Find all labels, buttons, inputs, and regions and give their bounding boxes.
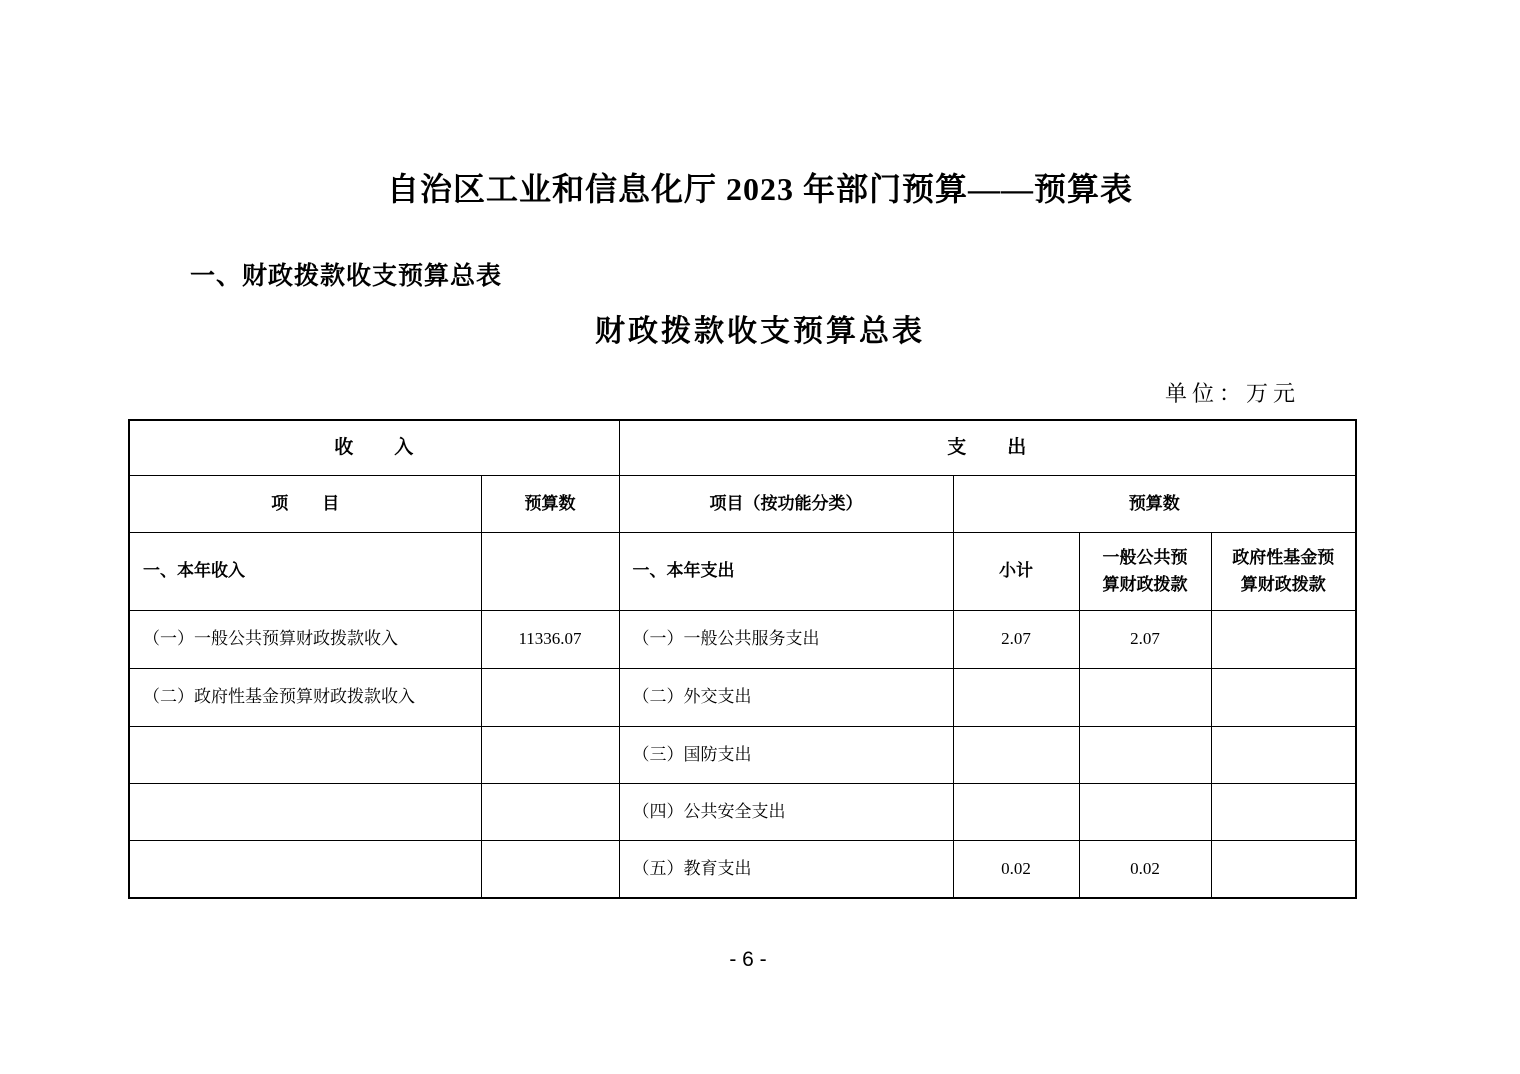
general-budget-cell [1079, 668, 1211, 726]
document-title: 自治区工业和信息化厅 2023 年部门预算——预算表 [386, 171, 1133, 207]
general-budget-cell: 0.02 [1079, 840, 1211, 898]
govfund-budget-cell [1211, 840, 1356, 898]
expense-item-cell: （二）外交支出 [619, 668, 953, 726]
budget-table [128, 419, 1357, 899]
table-row [129, 610, 1356, 668]
expense-total-label: 一、本年支出 [619, 532, 953, 610]
page-number: - 6 - [729, 948, 767, 971]
expense-item-cell: （五）教育支出 [619, 840, 953, 898]
income-budget-cell [481, 783, 619, 840]
income-item-col-header: 项 目 [129, 475, 481, 532]
table-row [129, 726, 1356, 783]
subtotal-cell: 0.02 [953, 840, 1079, 898]
income-item-cell: （二）政府性基金预算财政拨款收入 [129, 668, 481, 726]
general-budget-cell [1079, 726, 1211, 783]
govfund-budget-cell [1211, 668, 1356, 726]
expense-item-cell: （四）公共安全支出 [619, 783, 953, 840]
general-budget-cell [1079, 783, 1211, 840]
table-header-row-columns [129, 475, 1356, 532]
income-item-cell [129, 726, 481, 783]
income-budget-cell: 11336.07 [481, 610, 619, 668]
table-row [129, 840, 1356, 898]
income-item-cell [129, 783, 481, 840]
general-budget-cell: 2.07 [1079, 610, 1211, 668]
expense-budget-col-header: 预算数 [953, 475, 1356, 532]
income-budget-cell [481, 840, 619, 898]
section-heading: 一、财政拨款收支预算总表 [190, 262, 503, 290]
income-total-label: 一、本年收入 [129, 532, 481, 610]
expense-item-cell: （一）一般公共服务支出 [619, 610, 953, 668]
expense-item-cell: （三）国防支出 [619, 726, 953, 783]
table-row [129, 783, 1356, 840]
expense-section-header: 支 出 [619, 420, 1356, 475]
table-title: 财政拨款收支预算总表 [595, 315, 925, 348]
table-header-row-subcolumns [129, 532, 1356, 610]
govfund-budget-cell [1211, 783, 1356, 840]
income-budget-col-header: 预算数 [481, 475, 619, 532]
income-item-cell: （一）一般公共预算财政拨款收入 [129, 610, 481, 668]
govfund-budget-cell [1211, 610, 1356, 668]
subtotal-col-header: 小计 [953, 532, 1079, 610]
table-header-row-sections [129, 420, 1356, 475]
table-row [129, 668, 1356, 726]
income-total-budget-cell [481, 532, 619, 610]
income-item-cell [129, 840, 481, 898]
subtotal-cell [953, 783, 1079, 840]
income-section-header: 收 入 [129, 420, 619, 475]
income-budget-cell [481, 668, 619, 726]
govfund-budget-cell [1211, 726, 1356, 783]
govfund-budget-col-header: 政府性基金预算财政拨款 [1211, 532, 1356, 610]
expense-item-col-header: 项目（按功能分类） [619, 475, 953, 532]
unit-label: 单位：万元 [1164, 381, 1300, 406]
subtotal-cell [953, 726, 1079, 783]
income-budget-cell [481, 726, 619, 783]
subtotal-cell: 2.07 [953, 610, 1079, 668]
subtotal-cell [953, 668, 1079, 726]
general-budget-col-header: 一般公共预算财政拨款 [1079, 532, 1211, 610]
